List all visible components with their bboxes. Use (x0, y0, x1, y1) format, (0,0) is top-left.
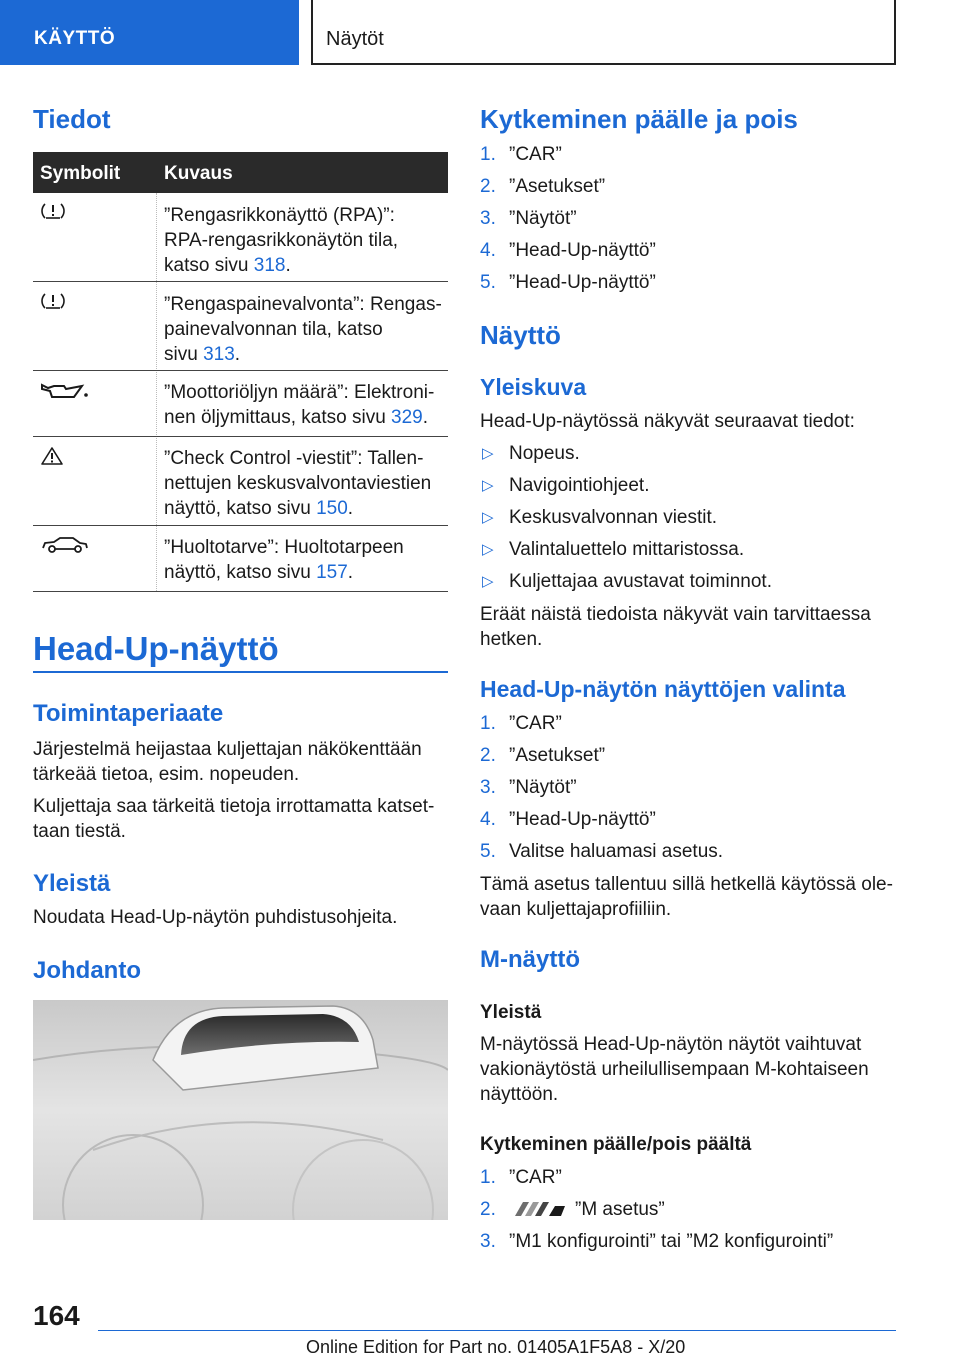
service-car-icon (40, 535, 90, 560)
warning-triangle-icon (40, 446, 64, 471)
table-header (33, 152, 448, 193)
table-divider (33, 525, 448, 526)
switch-heading: Kytkeminen päälle ja pois (480, 104, 798, 134)
tiedot-heading: Tiedot (33, 104, 111, 134)
table-header-symbols: Symbolit (40, 163, 121, 184)
overview-intro: Head-Up-näytössä näkyvät seuraavat tiedot: (480, 411, 855, 432)
table-divider (33, 591, 448, 592)
principle-paragraph-1: Järjestelmä heijastaa kuljettajan näkökenttään tärkeää tietoa, esim. nopeuden. (33, 739, 422, 785)
footer-edition: Online Edition for Part no. 01405A1F5A8 - X/20 (306, 1337, 686, 1357)
footer-rule (98, 1330, 896, 1331)
oil-can-icon (40, 380, 92, 407)
page-link[interactable]: 157 (316, 562, 348, 583)
chapter-tab (311, 0, 896, 65)
page-link[interactable]: 329 (391, 407, 423, 428)
tire-pressure-warning-icon (40, 201, 66, 226)
table-row: ”Rengaspainevalvonta”: Rengas- painevalvonnan tila, katso sivu 313. (164, 294, 442, 365)
chapter-title: Näytöt (326, 28, 384, 50)
general-heading: Yleistä (33, 870, 111, 897)
m-general-text: M-näytössä Head-Up-näytön näytöt vaihtuvat vakionäytöstä urheilullisempaan M-kohtaiseen näyttöön. (480, 1034, 869, 1105)
heading-rule (33, 671, 448, 673)
table-row: ”Moottoriöljyn määrä”: Elektroni- nen öljymittaus, katso sivu 329. (164, 382, 435, 428)
display-heading: Näyttö (480, 320, 561, 350)
general-text: Noudata Head-Up-näytön puhdistusohjeita. (33, 907, 398, 928)
page-link[interactable]: 313 (203, 344, 235, 365)
page-link[interactable]: 150 (316, 498, 348, 519)
m-switch-heading: Kytkeminen päälle/pois päältä (480, 1134, 752, 1155)
table-row: ”Huoltotarve”: Huoltotarpeen näyttö, katso sivu 157. (164, 537, 404, 583)
section-title: KÄYTTÖ (34, 28, 116, 49)
table-row: ”Check Control -viestit”: Tallen- nettujen keskusvalvontaviestien näyttö, katso sivu 150. (164, 448, 432, 519)
page-number: 164 (33, 1300, 80, 1331)
m-logo-icon (509, 1200, 567, 1225)
principle-heading: Toimintaperiaate (33, 700, 224, 727)
m-general-heading: Yleistä (480, 1002, 542, 1023)
table-header-description: Kuvaus (164, 163, 233, 184)
intro-heading: Johdanto (33, 957, 141, 984)
select-note: Tämä asetus tallentuu sillä hetkellä käytössä ole- vaan kuljettajaprofiiliin. (480, 874, 893, 920)
hud-photo (33, 1000, 448, 1220)
page-link[interactable]: 318 (253, 255, 286, 276)
table-column-divider (156, 193, 157, 591)
table-divider (33, 436, 448, 437)
principle-paragraph-2: Kuljettaja saa tärkeitä tietoja irrottamatta katset- taan tiestä. (33, 796, 435, 842)
overview-heading: Yleiskuva (480, 374, 587, 400)
m-display-heading: M-näyttö (480, 946, 580, 973)
table-divider (33, 281, 448, 282)
hud-heading: Head-Up-näyttö (33, 630, 279, 667)
table-row: ”Rengasrikkonäyttö (RPA)”: RPA-rengasrikkonäytön tila, katso sivu 318. (164, 205, 399, 276)
table-divider (33, 370, 448, 371)
tire-pressure-warning-icon (40, 291, 66, 316)
overview-note: Eräät näistä tiedoista näkyvät vain tarvittaessa hetken. (480, 604, 871, 650)
section-tab (0, 0, 299, 65)
select-heading: Head-Up-näytön näyttöjen valinta (480, 676, 846, 702)
